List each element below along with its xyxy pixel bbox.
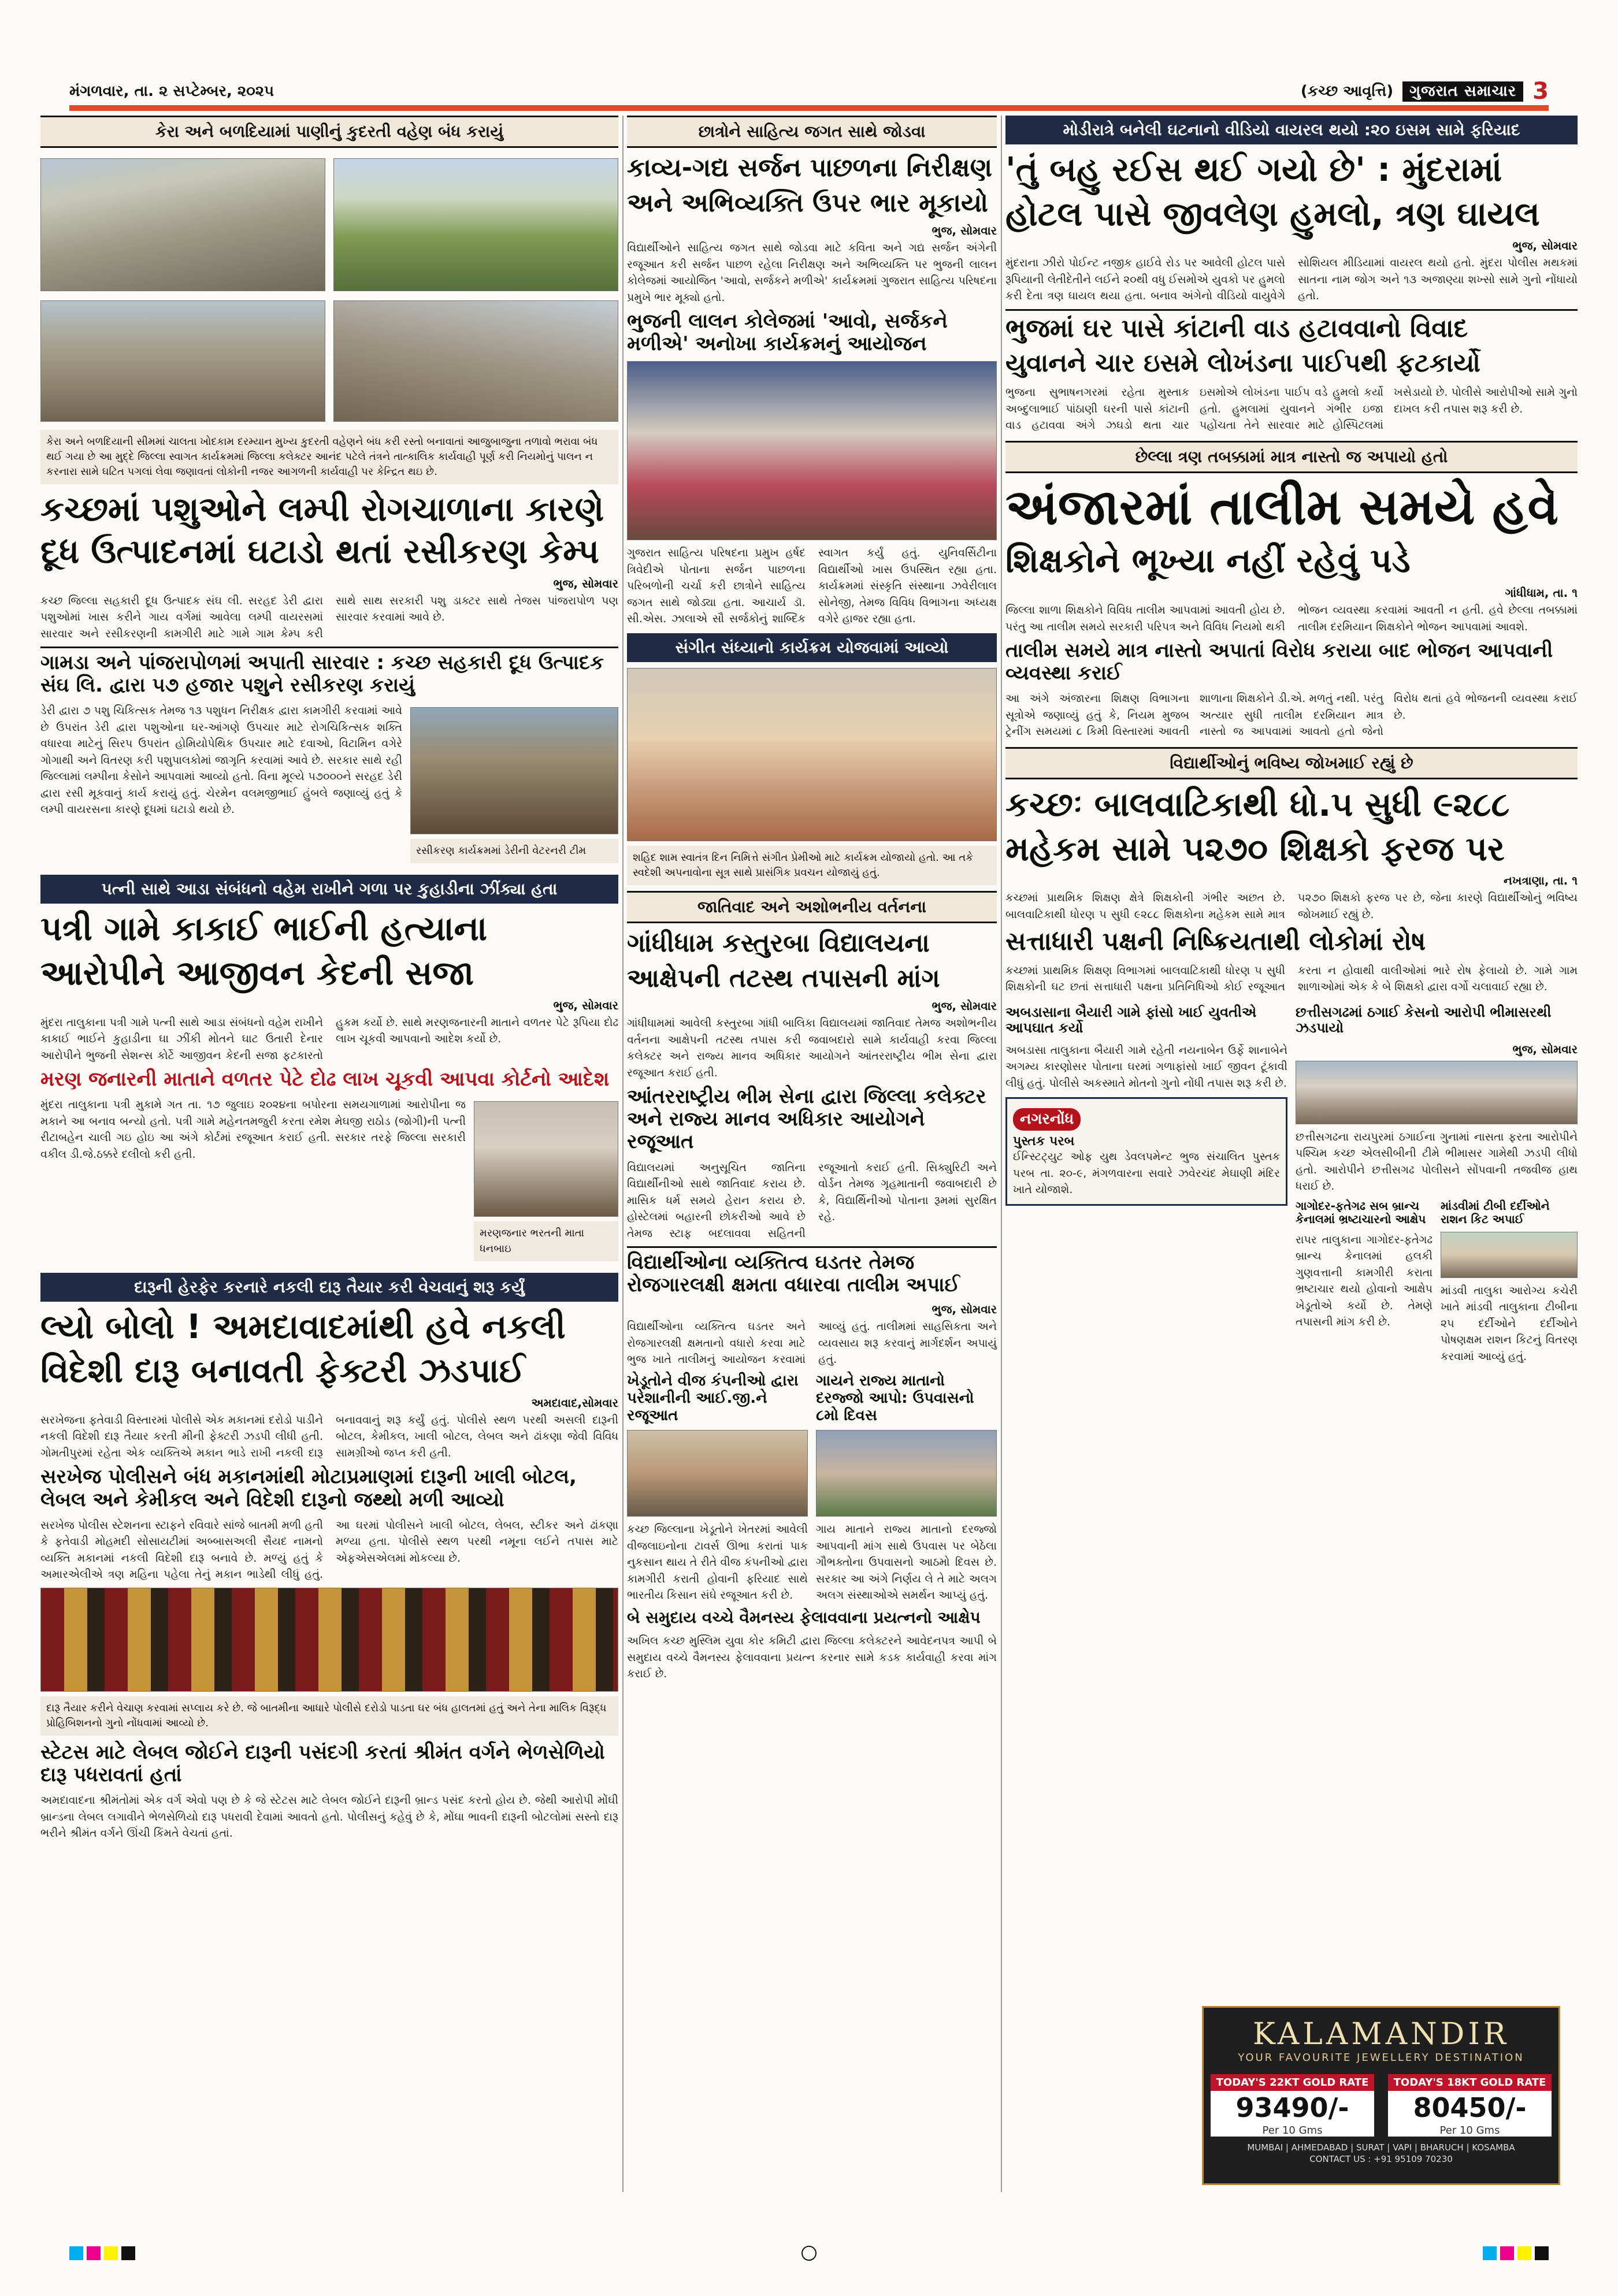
story-mundra-headline-1: 'તું બહુ રઈસ થઈ ગયો છે' : મુંદરામાં (1005, 150, 1502, 189)
dateline-patri: ભુજ, સોમવાર (553, 998, 618, 1012)
dateline-liquor: અમદાવાદ,સોમવાર (531, 1395, 618, 1410)
story-bhuj-fence-headline-2: યુવાનને ચાર ઇસમે લોખંડના પાઈપથી ફટકાર્યો (1005, 348, 1480, 378)
story-chhattisgarh-headline: છત્તીસગઢમાં ઠગાઈ કેસનો આરોપી ભીમાસરથી ઝડપાયો (1296, 1004, 1552, 1036)
nagarnondh-title: પુસ્તક પરબ (1013, 1134, 1075, 1149)
story-vaccination-headline: ગામડા અને પાંજરાપોળમાં અપાતી સારવાર : કચ્છ સહકારી દૂધ ઉત્પાદક સંઘ લિ. દ્વારા ૫૭ હજાર પશુને રસીકરણ કરાયું (40, 647, 618, 697)
story-gandhidham-headline-1: ગાંધીધામ કસ્તુરબા વિદ્યાલયના (627, 928, 930, 958)
photo-row-kera-2 (40, 296, 618, 426)
ad-brand: KALAMANDIR (1252, 2017, 1510, 2052)
story-mundra-headline-2: હોટલ પાસે જીવલેણ હુમલો, ત્રણ ઘાયલ (1005, 194, 1540, 233)
compensation-row (40, 1097, 618, 1266)
newspaper-brand: ગુજરાત સમાચાર (1402, 81, 1523, 102)
body-chhattisgarh: છત્તીસગઢના રાયપુરમાં ઠગાઈના ગુનામાં નાસતા ફરતા આરોપીને પશ્ચિમ કચ્છ એલસીબીની ટીમે ભીમાસર ગામેથી ઝડપી લીધો હતો. આરોપીને છત્તીસગઢ પોલીસને સોંપવાની તજવીજ હાથ ધરાઈ છે. (1296, 1130, 1578, 1193)
dateline-lumpy: ભુજ, સોમવાર (553, 576, 618, 590)
story-music-kicker: સંગીત સંધ્યાનો કાર્યક્રમ યોજવામાં આવ્યો (627, 633, 997, 662)
body-bhuj-fence: ભુજના સુભાષનગરમાં રહેતા મુસ્તાક અબ્દુલાભાઈ પાંઠાણી ઘરની પાસે કાંટાની વાડ હટાવવા અંગે ઝઘડો થતા ચાર ઇસમોએ લોખંડના પાઈપ વડે હુમલો કર્યો હતો. હુમલામાં યુવાનને ગંભીર ઇજા પહોંચતા તેને સારવાર માટે હોસ્પિટલમાં ખસેડાયો છે. પોલીસે આરોપીઓ સામે ગુનો દાખલ કરી તપાસ શરૂ કરી છે. (1005, 386, 1578, 432)
masthead (69, 78, 1549, 105)
ad-cities: MUMBAI | AHMEDABAD | SURAT | VAPI | BHARUCH | KOSAMBA (1247, 2142, 1515, 2153)
ad-tagline: YOUR FAVOURITE JEWELLERY DESTINATION (1238, 2052, 1524, 2064)
story-farmers-headline: ખેડૂતોને વીજ કંપનીઓ દ્વારા પરેશાનીની આઈ.જી.ને રજૂઆત (627, 1372, 799, 1424)
story-literature-kicker: છાત્રોને સાહિત્ય જગત સાથે જોડવા (627, 116, 997, 148)
farmers-block (627, 1368, 808, 1604)
body-ruling-party: કચ્છમાં પ્રાથમિક શિક્ષણ વિભાગમાં બાલવાટિકાથી ધોરણ ૫ સુધી શિક્ષકોની ઘટ છતાં સત્તાધારી પક્ષના પ્રતિનિધિઓ કોઈ રજૂઆત કરતા ન હોવાથી વાલીઓમાં ભારે રોષ ફેલાયો છે. ગામે ગામ શાળાઓમાં એક કે બે શિક્ષકો દ્વારા વર્ગો ચલાવાઈ રહ્યા છે. (1005, 964, 1578, 994)
kalamandir-ad (1202, 2006, 1560, 2185)
ad-rates (1204, 2074, 1558, 2137)
nagarnondh-body: ઈન્સ્ટિટ્યુટ ઓફ યુથ ડેવલપમેન્ટ ભુજ સંચાલિત પુસ્તક પરબ તા. ૨૦-૯, મંગળવારના સવારે ઝવેરચંદ મેઘાણી મંદિર ખાતે યોજાશે. (1013, 1150, 1280, 1197)
rate-22kt (1211, 2074, 1375, 2137)
color-swatch-right (1483, 2246, 1549, 2260)
middle-column (627, 116, 997, 2192)
rate-22kt-label: TODAY'S 22KT GOLD RATE (1211, 2074, 1375, 2091)
photo-victim-mother (474, 1101, 618, 1217)
dateline-mundra: ભુજ, સોમવાર (1512, 239, 1578, 253)
nagarnondh-label: નગરનોંધ (1013, 1108, 1081, 1131)
issue-date: મંગળવાર, તા. ૨ સપ્ટેમ્બર, ૨૦૨૫ (69, 82, 274, 100)
body-anjar: જિલ્લા શાળા શિક્ષકોને વિવિધ તાલીમ આપવામાં આવતી હોય છે. પરંતુ આ તાલીમ સમયે સરકારી પરિપત્ર અને વિવિધ નિયમો થકી ભોજન વ્યવસ્થા કરવામાં આવતી ન હતી. હવે છેલ્લા તબક્કામાં તાલીમ દરમિયાન શિક્ષકોને ભોજન આપવામાં આવશે. (1005, 604, 1578, 633)
story-teachers-headline-2: મહેકમ સામે ૫૨૭૦ શિક્ષકો ફરજ પર (1005, 829, 1505, 868)
caption-vaccination: રસીકરણ કાર્યક્રમમાં ડેરીની વેટરનરી ટીમ (410, 839, 618, 863)
dateline-training: ભુજ, સોમવાર (932, 1302, 997, 1317)
body-tb: માંડવી તાલુકા આરોગ્ય કચેરી ખાતે માંડવી તાલુકાના ટીબીના ૨૫ દર્દીઓને દર્દીઓને પોષણક્ષમ રાશન કિટનું વિતરણ કરવામાં આવ્યું હતું. (1441, 1284, 1578, 1363)
story-cow-headline: ગાયને રાજ્ય માતાનો દરજ્જો આપો: ઉપવાસનો ૮મો દિવસ (816, 1372, 974, 1424)
story-anjar-headline-1: અંજારમાં તાલીમ સમયે હવે (1005, 478, 1559, 536)
dateline-anjar: ગાંધીધામ, તા. ૧ (1505, 586, 1578, 600)
registration-mark (801, 2246, 817, 2261)
left-column (40, 116, 618, 2192)
vaccination-row (40, 703, 618, 869)
body-bhimsena: વિદ્યાલયમાં અનુસૂચિત જાતિના વિદ્યાર્થીનીઓ સાથે જાતિવાદ કરાય છે. માસિક ધર્મ સમયે હેરાન કરાય છે. હોસ્ટેલમાં બહારની છોકરીઓ આવે છે તેમજ સ્ટાફ બદલાવવા સહિતની રજૂઆતો કરાઈ હતી. સિક્યુરિટી અને વોર્ડન તેમજ ગૃહમાતાની જવાબદારી છે કે, વિદ્યાર્થિનીઓ પોતાના રૂમમાં સુરક્ષિત રહે. (627, 1161, 997, 1240)
story-gandhidham-kicker: જાતિવાદ અને અશોભનીય વર્તનના (627, 891, 997, 923)
story-sarkhej-headline: સરખેજ પોલીસને બંધ મકાનમાંથી મોટાપ્રમાણમાં દારૂની ખાલી બોટલ, લેબલ અને કેમીકલ અને વિદેશી દારૂનો જથ્થો મળી આવ્યો (40, 1465, 577, 1511)
story-liquor-headline-2: વિદેશી દારૂ બનાવતી ફેક્ટરી ઝડપાઈ (40, 1351, 525, 1391)
photo-farmers (627, 1430, 808, 1517)
story-training-headline: વિદ્યાર્થીઓના વ્યક્તિત્વ ઘડતર તેમજ રોજગારલક્ષી ક્ષમતા વધારવા તાલીમ અપાઈ (627, 1246, 997, 1296)
rate-18kt-unit: Per 10 Gms (1388, 2124, 1552, 2137)
story-liquor-headline-1: લ્યો બોલો ! અમદાવાદમાંથી હવે નકલી (40, 1306, 566, 1346)
story-lumpy-headline-1: કચ્છમાં પશુઓને લમ્પી રોગચાળાના કારણે (40, 489, 604, 529)
body-canal: રાપર તાલુકાના ગાગોદર-ફતેગઢ બ્રાન્ચ કેનાલમાં હલકી ગુણવત્તાની કામગીરી કરાતા ભ્રષ્ટાચાર થયો હોવાનો આક્ષેપ ખેડૂતોએ કર્યો છે. તેમણે તપાસની માંગ કરી છે. (1296, 1233, 1433, 1329)
rate-18kt-value: 80450/- (1388, 2091, 1552, 2124)
body-abdasa: અબડાસા તાલુકાના બૈયારી ગામે રહેતી નયનાબેન ઉર્ફે શાનાબેને અગમ્ય કારણોસર પોતાના ઘરમાં ગળાફાંસો ખાઈ જીવન ટૂંકાવી લીધું હતું. પોલીસે અકસ્માતે મોતનો ગુનો નોંધી તપાસ શરૂ કરી છે. (1005, 1043, 1287, 1090)
story-lumpy-headline-2: દૂધ ઉત્પાદનમાં ઘટાડો થતાં રસીકરણ કેમ્પ (40, 531, 599, 571)
dateline-chhattisgarh: ભુજ, સોમવાર (1512, 1042, 1578, 1056)
canal-block (1296, 1195, 1433, 1365)
story-compensation-headline: મરણ જનારની માતાને વળતર પેટે દોઢ લાખ ચૂકવી આપવા કોર્ટનો આદેશ (40, 1068, 610, 1091)
dateline-literature: ભુજ, સોમવાર (932, 224, 997, 238)
story-kera-headline: કેરા અને બળદિયામાં પાણીનું કુદરતી વહેણ બંધ કરાયું (40, 116, 618, 148)
story-liquor-kicker: દારૂની હેરફેર કરનારે નકલી દારૂ તૈયાર કરી વેચવાનું શરૂ કર્યું (40, 1273, 618, 1302)
page-number: 3 (1532, 78, 1549, 105)
masthead-rule (69, 105, 1549, 111)
color-swatch-left (69, 2246, 135, 2260)
dateline-gandhidham: ભુજ, સોમવાર (932, 999, 997, 1013)
photo-music-evening (627, 668, 997, 841)
caption-music-evening: શહિદ શામ સ્વાતંત્ર દિન નિમિત્તે સંગીત પ્રેમીઓ માટે કાર્યક્રમ યોજાયો હતો. આ તકે સ્વદેશી અપનાવોના સૂત્ર સાથે પ્રાસંગિક પ્રવચન યોજાયું હતું. (627, 846, 997, 885)
body-farmers: કચ્છ જિલ્લાના ખેડૂતોને ખેતરમાં આવેલી વીજલાઇનોના ટાવર્સ ઊભા કરાતાં પાક નુકસાન થાય તે રીતે વીજ કંપનીઓ દ્વારા કામગીરી કરાતી હોવાની ફરિયાદ સાથે ભારતીય કિસાન સંઘે રજૂઆત કરી છે. (627, 1523, 808, 1602)
body-cow: ગાય માતાને રાજ્ય માતાનો દરજ્જો આપવાની માંગ સાથે ઉપવાસ પર બેઠેલા ગૌભક્તોના ઉપવાસનો આઠમો દિવસ છે. સરકાર આ અંગે નિર્ણય લે તે માટે અલગ અલગ સંસ્થાઓએ સમર્થન આપ્યું હતું. (816, 1523, 997, 1602)
caption-victim-mother: મરણજનાર ભરતની માતા ધનબાઇ (474, 1221, 618, 1261)
vaccination-photo-block (410, 703, 618, 869)
body-community: અખિલ કચ્છ મુસ્લિમ યુવા કોર કમિટી દ્વારા જિલ્લા કલેક્ટરને આવેદનપત્ર આપી બે સમુદાય વચ્ચે વૈમનસ્ય ફેલાવવાના પ્રયત્ન કરનાર સામે કડક કાર્યવાહી કરવા માંગ કરાઈ છે. (627, 1634, 997, 1681)
cow-block (816, 1368, 997, 1604)
rate-18kt-label: TODAY'S 18KT GOLD RATE (1388, 2074, 1552, 2091)
story-ruling-party-headline: સત્તાધારી પક્ષની નિષ્ક્રિયતાથી લોકોમાં રોષ (1005, 927, 1426, 957)
story-teachers-headline-1: કચ્છઃ બાલવાટિકાથી ધો.૫ સુધી ૯૨૮૮ (1005, 784, 1510, 824)
photo-blocked-channel (333, 300, 618, 422)
right-column (1005, 116, 1578, 2192)
dateline-teachers: નખત્રાણા, તા. ૧ (1504, 874, 1578, 888)
body-lalan: ગુજરાત સાહિત્ય પરિષદના પ્રમુખ હર્ષદ ત્રિવેદીએ પોતાના સર્જન પાછળના પરિબળોની ચર્ચા કરી છાત્રોને સાહિત્ય જગત સાથે જોડ્યા હતા. આચાર્ય ડૉ. સી.એસ. ઝાલાએ સૌ સર્જકોનું શાબ્દિક સ્વાગત કર્યું હતું. યુનિવર્સિટીના વિદ્યાર્થીઓ ખાસ ઉપસ્થિત રહ્યા હતા. કાર્યક્રમમાં સંસ્કૃતિ સંસ્થાના ઝવેરીલાલ સોનેજી, તેમજ વિવિધ વિભાગના અધ્યક્ષ વગેરે હાજર રહ્યા હતા. (627, 547, 997, 626)
story-literature-headline-2: અને અભિવ્યક્તિ ઉપર ભાર મૂકાયો (627, 188, 989, 218)
story-anjar-headline-2: શિક્ષકોને ભૂખ્યા નહીં રહેવું પડે (1005, 541, 1411, 581)
body-liquor: સરખેજના ફતેવાડી વિસ્તારમાં પોલીસે એક મકાનમાં દરોડો પાડીને નકલી વિદેશી દારૂ તૈયાર કરતી મીની ફેક્ટરી ઝડપી લીધી હતી. ગોમતીપુરમાં રહેતા એક વ્યક્તિએ મકાન ભાડે રાખી નકલી દારૂ બનાવવાનું શરૂ કર્યું હતું. પોલીસે સ્થળ પરથી અસલી દારૂની બોટલ, કેમીકલ, ખાલી બોટલ, લેબલ અને ઢાંકણા જેવી વિવિધ સામગ્રીઓ જપ્ત કરી હતી. (40, 1413, 618, 1459)
photo-excavation (40, 300, 325, 422)
story-gandhidham-headline-2: આક્ષેપની તટસ્થ તપાસની માંગ (627, 963, 940, 993)
nagarnondh-box (1005, 1097, 1287, 1206)
body-training: વિદ્યાર્થીઓના વ્યક્તિત્વ ઘડતર અને રોજગારલક્ષી ક્ષમતાનો વધારો કરવા માટે ભુજ ખાતે તાલીમનું આયોજન કરવામાં આવ્યું હતું. તાલીમમાં સાહસિકતા અને વ્યવસાય શરૂ કરવાનું માર્ગદર્શન અપાયું હતું. (627, 1320, 997, 1366)
photo-liquor-bottles (40, 1588, 618, 1692)
compensation-photo-block (474, 1097, 618, 1266)
body-patri: મુંદરા તાલુકાના પત્રી ગામે પત્ની સાથે આડા સંબંધનો વહેમ રાખીને કાકાઈ ભાઈને કુહાડીના ઘા ઝીંકી મોતને ઘાટ ઉતારી દેનાર આરોપીને ભુજની સેશન્સ કોર્ટે આજીવન કેદની સજા ફટકારતો હુકમ કર્યો છે. સાથે મરણજનારની માતાને વળતર પેટે રૂપિયા દોઢ લાખ ચૂકવી આપવાનો આદેશ કર્યો છે. (40, 1016, 618, 1062)
body-compensation: મુંદરા તાલુકાના પત્રી મુકામે ગત તા. ૧૭ જુલાઇ ૨૦૨૪ના બપોરના સમયગાળામાં આરોપીના જ મકાને આ બનાવ બન્યો હતો. પત્રી ગામે મહેનતમજુરી કરતા રમેશ મેઘજી રાઠોડ (જોગી)ની પત્ની રીટાબહેન ચાલી ગઇ હોઇ આ અંગે કોર્ટમાં રજૂઆત કરાઈ હતી. સરકાર તરફે જિલ્લા સરકારી વકીલ ડી.જે.ઠક્કરે દલીલો કરી હતી. (40, 1098, 466, 1161)
story-patri-kicker: પત્ની સાથે આડા સંબંધનો વહેમ રાખીને ગળા પર કુહાડીના ઝીંક્યા હતા (40, 875, 618, 904)
photo-ration-kit (1441, 1232, 1578, 1278)
column-divider (1001, 116, 1002, 2192)
photo-green-field (333, 158, 618, 291)
story-patri-headline-2: આરોપીને આજીવન કેદની સજા (40, 953, 474, 993)
masthead-right (1301, 78, 1549, 105)
body-mundra: મુંદરાના ઝીરો પોઈન્ટ નજીક હાઈવે રોડ પર આવેલી હોટલ પાસે રૂપિયાની લેતીદેતીને લઈને ૨૦થી વધુ ઈસમોએ યુવકો પર હુમલો કરી દેતા ત્રણ ઘાયલ થયા હતા. બનાવ અંગેનો વીડિયો વાયુવેગે સોશિયલ મીડિયામાં વાયરલ થયો હતો. મુંદરા પોલીસ મથકમાં સાતના નામ જોગ અને ૧૩ અજાણ્યા શખ્સો સામે ગુનો નોંધાયો હતો. (1005, 257, 1578, 303)
body-snack: આ અંગે અંજારના શિક્ષણ વિભાગના સૂત્રોએ જણાવ્યું હતું કે, નિયમ મુજબ ટ્રેનીંગ સમયમાં ૮ કિમી વિસ્તારમાં આવતી શાળાના શિક્ષકોને ડી.એ. મળતું નથી. પરંતુ અત્યાર સુધી તાલીમ દરમિયાન માત્ર નાસ્તો જ આપવામાં આવતો હતો જેનો વિરોધ થતાં હવે ભોજનની વ્યવસ્થા કરાઈ છે. (1005, 692, 1578, 738)
story-mundra-kicker: મોડીરાત્રે બનેલી ઘટનાનો વીડિયો વાયરલ થયો :૨૦ ઇસમ સામે ફરિયાદ (1005, 116, 1578, 144)
story-snack-headline: તાલીમ સમયે માત્ર નાસ્તો અપાતાં વિરોધ કરાયા બાદ ભોજન આપવાની વ્યવસ્થા કરાઈ (1005, 639, 1553, 685)
photo-accused (1296, 1061, 1578, 1124)
photo-row-kera (40, 154, 618, 296)
photo-lalan-college (627, 361, 997, 540)
story-status-headline: સ્ટેટસ માટે લેબલ જોઈને દારૂની પસંદગી કરતાં શ્રીમંત વર્ગને ભેળસેળિયો દારૂ પધરાવતાં હતાં (40, 1740, 605, 1786)
body-vaccination: ડેરી દ્વારા ૭ પશુ ચિકિત્સક તેમજ ૧૩ પશુધન નિરીક્ષક દ્વારા કામગીરી કરવામાં આવે છે ઉપરાંત ડેરી દ્વારા પશુઓના ઘર-આંગણે ઉપચાર માટે રોગચિકિત્સક શક્તિ વધારવા માટેનું સિરપ ઉપરાંત હોમિયોપેથિક ઉપચાર માટે દવાઓ, વિટામિન વગેરે ગોગાથી અને વિતરણ કરી પશુપાલકોમાં જાગૃતિ કરવામાં આવે છે. સરકાર સાથે રહી જિલ્લામાં લમ્પીના કેસોને આપવામાં આવ્યો હતો. વિના મૂલ્યે ૫૭૦૦૦ને સરહદ ડેરી દ્વારા રસી મૂકવાનું કાર્ય કરાયું હતું. ચેરમેન વલમજીભાઈ હુંબલે જણાવ્યું હતું કે લમ્પી વાયરસના કારણે દૂધમાં ઘટાડો થયો છે. (40, 704, 402, 816)
story-community-headline: બે સમુદાય વચ્ચે વૈમનસ્ય ફેલાવવાના પ્રયત્નનો આક્ષેપ (627, 1607, 981, 1627)
story-bhuj-fence-headline-1: ભુજમાં ઘર પાસે કાંટાની વાડ હટાવવાનો વિવાદ (1005, 309, 1578, 344)
story-lalan-headline: ભુજની લાલન કોલેજમાં 'આવો, સર્જકને મળીએ' અનોખા કાર્યક્રમનું આયોજન (627, 310, 948, 356)
story-teachers-kicker: વિદ્યાર્થીઓનું ભવિષ્ય જોખમાઈ રહ્યું છે (1005, 747, 1578, 779)
caption-liquor-bottles: દારૂ તૈયાર કરીને વેચાણ કરવામાં સપ્લાય કરે છે. જે બાતમીના આધારે પોલીસે દરોડો પાડતા ઘર બંધ હાલતમાં હતું અને તેના માલિક વિરૂદ્ધ પ્રોહિબિશનનો ગુનો નોંધવામાં આવ્યો છે. (40, 1696, 618, 1736)
right-lower-left (1005, 1000, 1287, 1365)
body-lumpy: કચ્છ જિલ્લા સહકારી દૂધ ઉત્પાદક સંઘ લી. સરહદ ડેરી દ્વારા પશુઓમાં ખાસ કરીને ગાય વર્ગમાં આવેલા લમ્પી વાયરસમાં સારવાર અને રસીકરણની કામગીરી માટે ગામે ગામ કેમ્પ કરી સાથે સાથ સરકારી પશુ ડાક્ટર સાથે તેજસ પાંજરાપોળ પણ સારવાર કરવામાં આવે છે. (40, 594, 618, 640)
photo-vaccination (410, 707, 618, 834)
body-teachers: કચ્છમાં પ્રાથમિક શિક્ષણ ક્ષેત્રે શિક્ષકોની ગંભીર અછત છે. બાલવાટિકાથી ધોરણ ૫ સુધી ૯૨૮૮ શિક્ષકોના મહેકમ સામે માત્ર ૫૨૭૦ શિક્ષકો ફરજ પર છે, જેના કારણે વિદ્યાર્થીઓનું ભવિષ્ય જોખમાઈ રહ્યું છે. (1005, 891, 1578, 921)
body-sarkhej: સરખેજ પોલીસ સ્ટેશનના સ્ટાફને રવિવારે સાંજે બાતમી મળી હતી કે ફતેવાડી મોહમદી સોસાયટીમાં અબ્બાસઅલી સૈયદ નામનો વ્યક્તિ મકાનમાં નકલી વિદેશી દારૂ બનાવે છે. મળ્યું હતું કે અમારએલીએ ત્રણ મહિના પહેલા તેનું મકાન ભાડેથી લીધું હતું. આ ઘરમાં પોલીસને ખાલી બોટલ, લેબલ, સ્ટીકર અને ઢાંકણા મળ્યા હતા. પોલીસે સ્થળ પરથી નમૂના લઈને તપાસ માટે એફએસએલમાં મોકલ્યા છે. (40, 1518, 618, 1581)
column-divider (622, 116, 624, 2192)
body-gandhidham: ગાંધીધામમાં આવેલી કસ્તુરબા ગાંધી બાલિકા વિદ્યાલયમાં જાતિવાદ તેમજ અશોભનીય વર્તનના આક્ષેપની તટસ્થ તપાસ કરી જવાબદારો સામે કાર્યવાહી કરવા જિલ્લા કલેક્ટર અને રાજ્ય માનવ અધિકાર આયોગને આંતરરાષ્ટ્રીય ભીમ સેના દ્વારા રજૂઆત કરાઈ હતી. (627, 1017, 997, 1079)
story-literature-headline-1: કાવ્ય-ગદ્ય સર્જન પાછળના નિરીક્ષણ (627, 153, 992, 183)
body-status: અમદાવાદના શ્રીમંતોમાં એક વર્ગ એવો પણ છે કે જે સ્ટેટસ માટે લેબલ જોઈને દારૂની બ્રાન્ડ પસંદ કરતો હોય છે. જેથી આરોપી મોંઘી બ્રાન્ડના લેબલ લગાવીને ભેળસેળિયો દારૂ પધરાવી દેવામાં આવતો હતો. પોલીસનું કહેવું છે કે, મોંઘા ભાવની દારૂની બોટલોમાં સસ્તો દારૂ ભરીને શ્રીમંત વર્ગને ઊંચી કિંમતે વેચતાં હતાં. (40, 1794, 618, 1840)
middle-lower-row (627, 1368, 997, 1604)
canal-tb-row (1296, 1195, 1578, 1365)
rate-22kt-value: 93490/- (1211, 2091, 1375, 2124)
tb-block (1441, 1195, 1578, 1365)
ad-contact: CONTACT US : +91 95109 70230 (1309, 2154, 1453, 2164)
story-bhimsena-headline: આંતરરાષ્ટ્રીય ભીમ સેના દ્વારા જિલ્લા કલેક્ટર અને રાજ્ય માનવ અધિકાર આયોગને રજૂઆત (627, 1085, 986, 1154)
caption-kera: કેરા અને બળદિયાની સીમમાં ચાલતા ખોદકામ દરમ્યાન મુખ્ય કુદરતી વહેણને બંધ કરી રસ્તો બનાવાતાં આજુબાજુના તળાવો ભરાવા બંધ થઈ ગયા છે આ મુદ્દે જિલ્લા સ્વાગત કાર્યક્રમમાં જિલ્લા કલેક્ટર આનંદ પટેલે તંત્રને તાત્કાલિક કાર્યવાહી પૂર્ણ કરી નિયમોનું પાલન ન કરનારા સામે ઘટિત પગલાં લેવા જણાવતાં લોકોની નજર આગળની કાર્યવાહી પર કેન્દ્રિત થઇ છે. (40, 430, 618, 484)
right-lower-right (1296, 1000, 1578, 1365)
story-patri-headline-1: પત્રી ગામે કાકાઈ ભાઈની હત્યાના (40, 909, 488, 949)
print-marks (69, 2242, 1549, 2265)
rate-18kt (1388, 2074, 1552, 2137)
photo-cow-protest (816, 1430, 997, 1517)
body-literature: વિદ્યાર્થીઓને સાહિત્ય જગત સાથે જોડવા માટે કવિતા અને ગદ્ય સર્જન અંગેની રજૂઆત કરી સર્જન પાછળ રહેલા નિરીક્ષણ અને અભિવ્યક્તિ પર ભુજની લાલન કોલેજમાં આયોજિત 'આવો, સર્જકને મળીએ' કાર્યક્રમમાં ગુજરાત સાહિત્ય પરિષદના પ્રમુખે ભાર મૂક્યો હતો. (627, 242, 997, 304)
story-abdasa-headline: અબડાસાના બૈયારી ગામે ફાંસો ખાઈ યુવતીએ આપઘાત કર્યો (1005, 1004, 1257, 1036)
story-tb-headline: માંડવીમાં ટીબી દર્દીઓને રાશન કિટ અપાઈ (1441, 1198, 1550, 1226)
story-canal-headline: ગાગોદર-ફતેગઢ સબ બ્રાન્ચ કેનાલમાં ભ્રષ્ટાચારનો આક્ષેપ (1296, 1198, 1426, 1226)
edition-label: (કચ્છ આવૃત્તિ) (1300, 82, 1394, 100)
photo-dirt-road (40, 158, 325, 291)
right-lower-row (1005, 1000, 1578, 1365)
rate-22kt-unit: Per 10 Gms (1211, 2124, 1375, 2137)
story-anjar-kicker: છેલ્લા ત્રણ તબક્કામાં માત્ર નાસ્તો જ અપાયો હતો (1005, 441, 1578, 473)
